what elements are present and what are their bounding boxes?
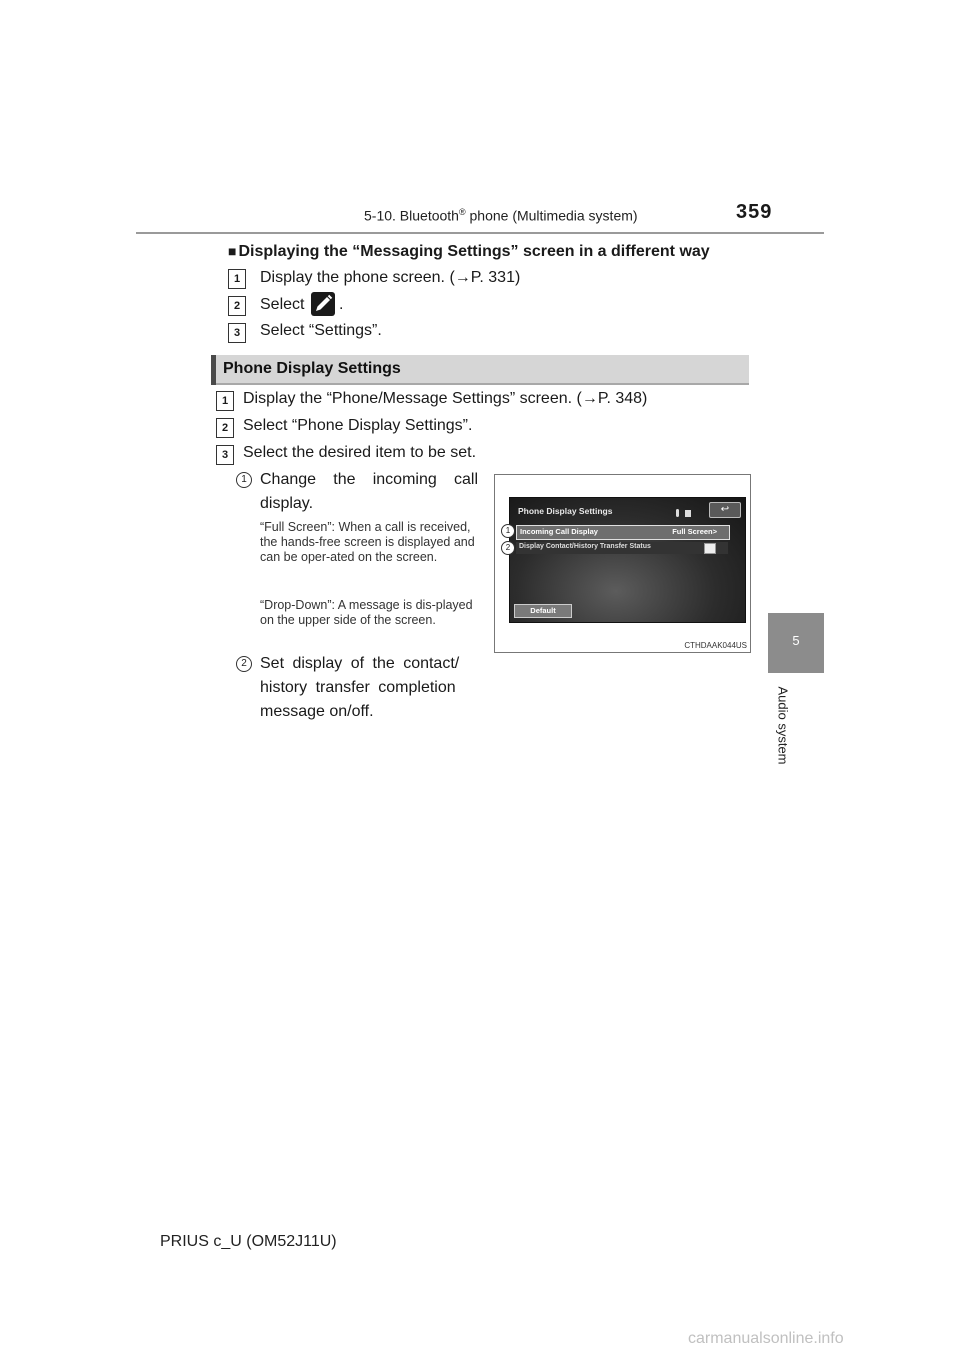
back-button[interactable]: ↩ [709,502,741,518]
item-callout: 1 [236,472,252,488]
pencil-icon [311,292,335,316]
step-text: Display the “Phone/Message Settings” screen. (→P. 348) [243,390,648,407]
section-heading-bar [211,355,749,385]
chapter-label-wrap [776,680,790,772]
bluetooth-icon [676,509,679,517]
screen-title: Phone Display Settings [518,506,613,516]
step-text: Select “Settings”. [260,322,382,339]
section-accent [211,355,216,385]
step-text-pre: Select [260,296,305,313]
heading-marker: ■ [228,243,237,259]
section-heading: Phone Display Settings [223,360,401,377]
illustration-code: CTHDAAK044US [684,641,747,650]
chapter-label: Audio system [775,686,791,765]
header-divider [136,232,824,234]
screen-callout-1: 1 [501,524,515,538]
step-number: 1 [228,269,246,289]
model-footer: PRIUS c_U (OM52J11U) [160,1233,337,1250]
item-description: Set display of the contact/ history transfer completion message on/off. [260,655,460,720]
item-note: “Full Screen”: When a call is received, the hands-free screen is displayed and can be oper-ated on the screen. [260,520,475,564]
chapter-number: 5 [792,633,800,648]
screen-callout-2: 2 [501,541,515,555]
screen-illustration [494,474,751,653]
step-text: Display the phone screen. (→P. 331) [260,269,521,286]
step-number: 3 [216,445,234,465]
incoming-call-display-row[interactable]: Incoming Call Display Full Screen> [516,525,730,540]
step-number: 3 [228,323,246,343]
item-note: “Drop-Down”: A message is dis-played on the upper side of the screen. [260,598,473,627]
signal-icon [685,510,691,517]
default-button[interactable]: Default [514,604,572,618]
page-number: 359 [736,201,773,223]
messaging-heading: ■ Displaying the “Messaging Settings” screen in a different way [228,243,710,260]
transfer-status-checkbox[interactable] [704,543,716,554]
watermark: carmanualsonline.info [688,1330,844,1347]
step-text-post: . [339,296,344,313]
status-icons [676,504,702,514]
step-number: 2 [216,418,234,438]
transfer-status-row[interactable]: Display Contact/History Transfer Status [516,542,728,554]
chapter-tab[interactable] [768,613,824,673]
item-description: Change the incoming call display. [260,471,478,512]
display-screen [509,497,746,623]
step-number: 1 [216,391,234,411]
item-callout: 2 [236,656,252,672]
step-text: Select the desired item to be set. [243,444,477,461]
step-text: Select “Phone Display Settings”. [243,417,473,434]
section-title: 5-10. Bluetooth® phone (Multimedia system) [364,207,638,224]
step-number: 2 [228,296,246,316]
